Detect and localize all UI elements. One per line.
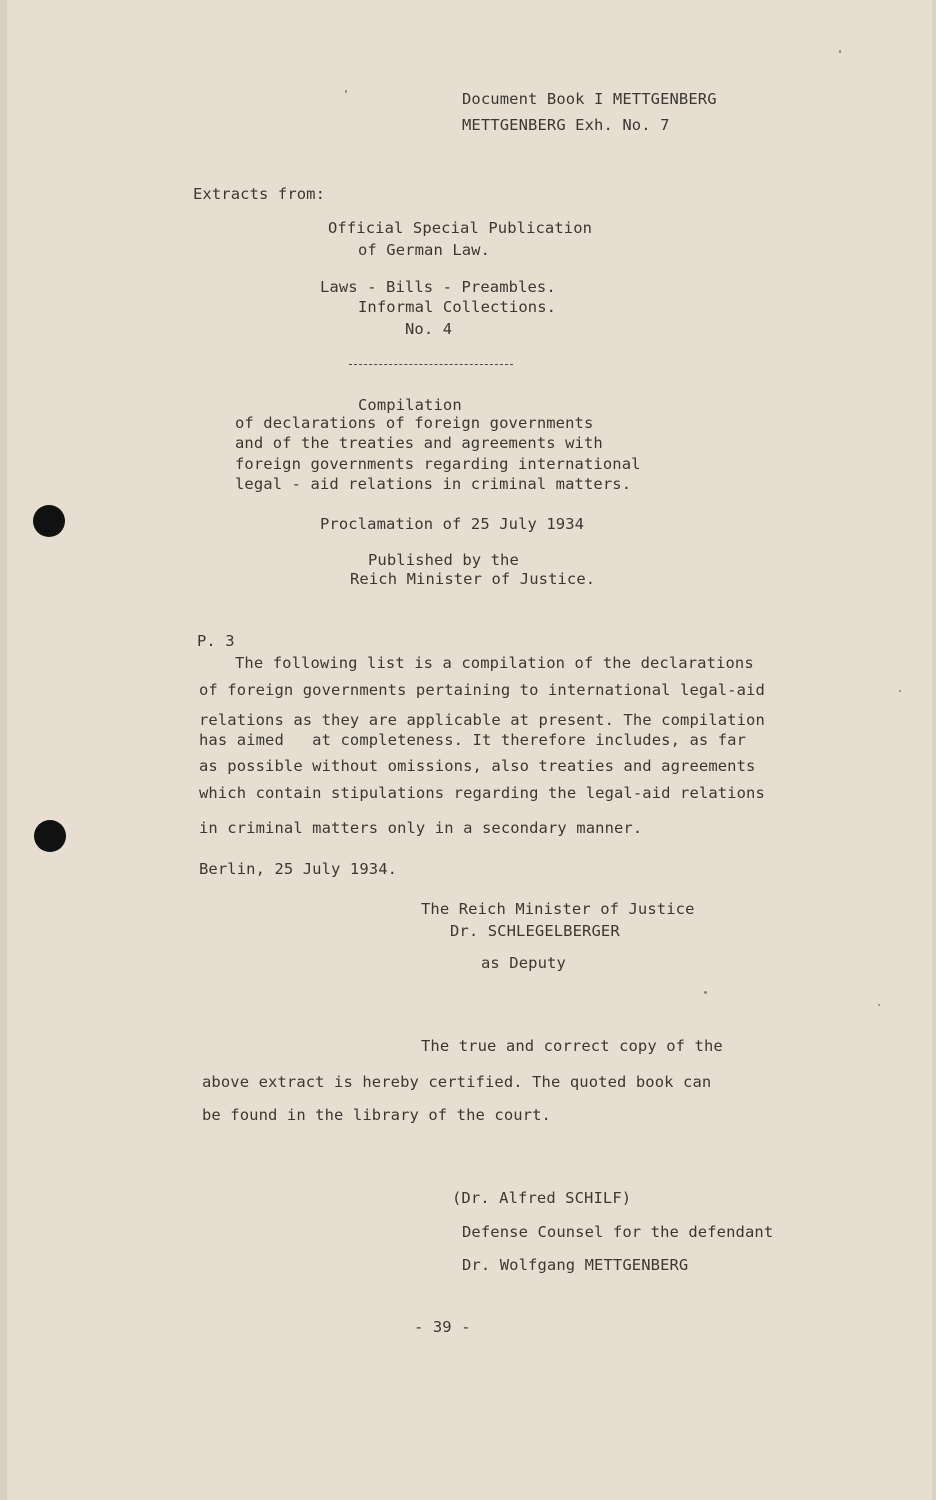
body-line: relations as they are applicable at present. The compilation	[199, 711, 765, 729]
body-line: of foreign governments pertaining to international legal-aid	[199, 681, 765, 699]
paper-speck	[878, 1004, 880, 1006]
certification-line: The true and correct copy of the	[421, 1037, 723, 1055]
body-line: has aimed at completeness. It therefore includes, as far	[199, 731, 747, 749]
paper-speck	[899, 690, 901, 692]
counsel-client: Dr. Wolfgang METTGENBERG	[462, 1256, 689, 1274]
signature-line2: Dr. SCHLEGELBERGER	[450, 922, 620, 940]
proclamation-line: Proclamation of 25 July 1934	[320, 515, 585, 533]
certification-line: be found in the library of the court.	[202, 1106, 551, 1124]
publication-series-line1: Laws - Bills - Preambles.	[320, 278, 556, 296]
counsel-name: (Dr. Alfred SCHILF)	[452, 1189, 632, 1207]
certification-line: above extract is hereby certified. The quoted book can	[202, 1073, 712, 1091]
counsel-role: Defense Counsel for the defendant	[462, 1223, 774, 1241]
compilation-line: and of the treaties and agreements with	[235, 434, 603, 452]
publication-number: No. 4	[405, 320, 453, 338]
body-line: in criminal matters only in a secondary manner.	[199, 819, 643, 837]
compilation-line: legal - aid relations in criminal matters.	[235, 475, 632, 493]
place-date: Berlin, 25 July 1934.	[199, 860, 398, 878]
body-line: as possible without omissions, also treaties and agreements	[199, 757, 756, 775]
page-edge-right	[932, 0, 936, 1500]
compilation-heading: Compilation	[358, 396, 462, 414]
section-divider	[349, 364, 513, 365]
published-by-line1: Published by the	[368, 551, 519, 569]
signature-line3: as Deputy	[481, 954, 566, 972]
paper-speck	[839, 50, 841, 53]
exhibit-label: METTGENBERG Exh. No. 7	[462, 116, 670, 134]
document-book-label: Document Book I METTGENBERG	[462, 90, 717, 108]
publication-title-line2: of German Law.	[358, 241, 491, 259]
paper-speck	[345, 90, 347, 93]
punch-hole-upper	[33, 505, 65, 537]
page-edge-left	[0, 0, 7, 1500]
body-line: The following list is a compilation of the declarations	[235, 654, 754, 672]
paper-speck	[704, 991, 707, 994]
compilation-line: of declarations of foreign governments	[235, 414, 594, 432]
page-number: - 39 -	[414, 1318, 471, 1336]
extracts-from-label: Extracts from:	[193, 185, 326, 203]
signature-line1: The Reich Minister of Justice	[421, 900, 695, 918]
punch-hole-lower	[34, 820, 66, 852]
publication-title-line1: Official Special Publication	[328, 219, 593, 237]
publication-series-line2: Informal Collections.	[358, 298, 557, 316]
body-line: which contain stipulations regarding the legal-aid relations	[199, 784, 765, 802]
page-reference: P. 3	[197, 632, 235, 650]
published-by-line2: Reich Minister of Justice.	[350, 570, 596, 588]
compilation-line: foreign governments regarding international	[235, 455, 641, 473]
